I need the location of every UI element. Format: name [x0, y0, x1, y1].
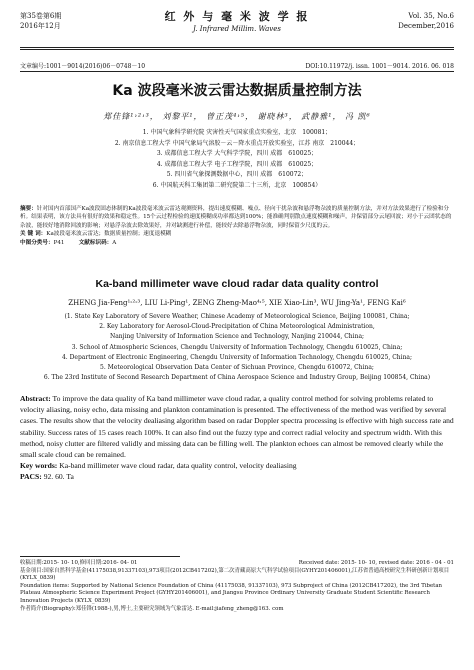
authors-en: ZHENG Jia-Feng¹˒²˒³, LIU Li-Ping¹, ZENG Zheng-Mao⁴˒⁵, XIE Xiao-Lin³, WU Jing-Ya¹, FENG Kai⁶	[68, 299, 406, 307]
doi: DOI:10.11972/j. issn. 1001－9014. 2016. 06. 018	[305, 63, 454, 70]
affiliation-en: 4. Department of Electronic Engineering, Chengdu University of Information Technology, Chengdu 610025, China;	[61, 353, 413, 361]
abstract-cn-text: 针对国内首部国产Ka波段固态体制的Ka波段毫米波云雷达观测资料，提出速度模糊、噪点、径向干扰杂波和悬浮物杂波的质量控制方法，并对方法效果进行了检验和分析。结果表明，该方法具有很好的效果和稳定性。15个云过程检验的速度模糊成功率都达到100%；能准确判别散点速度模糊和噪声，并保留部分云尾回波；对小于云团状态的杂波，能较好地消除回波的影响；对悬浮杂波去除效果好，并对缺测进行补偿，能较好去除悬浮物杂波，同时保留少尺度的云。	[20, 206, 452, 229]
affiliation-cn: 4. 成都信息工程大学 电子工程学院，四川 成都 610025；	[156, 160, 318, 168]
keywords-cn-text: Ka波段毫米波云雷达；数据质量控制；速度退模糊	[46, 231, 172, 238]
fund-en: Foundation items: Supported by National Science Foundation of China (41175038, 91337103), 973 Subproject of China (2012CB417202), the 3rd Tibetan Plateau Atmospheric Science Experiment Project (GYHY201406001), and Jiangsu Province Ordinary University Graduate Student Scientific Research Innovation Projects (KYLX_0839)	[20, 582, 443, 604]
article-meta	[20, 61, 454, 70]
abstract-en-text: To improve the data quality of Ka band millimeter wave cloud radar, a quality control method for solving problems related to velocity aliasing, noisy echo, data missing and plankton contamination is presented. The effectiveness of the method was verified by several cases. The results show that the velocity dealiasing algorithm based on radar Doppler spectra processing is effective with high success rate and stability. Success rates of 15 cases reach 100%. It can also find out the fuzzy type and correct radial velocity and spectrum width. With this method, noisy clutter are filtered validly and missing data can be filling well. The plankton echoes can almost be removed clearly while the small scale cloud can be remained.	[20, 394, 454, 460]
date-en: December,2016	[398, 22, 454, 30]
fund-cn: 基金项目:国家自然科学基金(41175038,91337103),973项目(2012CB417202),第二次青藏高原大气科学试验项目(GYHY201406001),江苏省普通高校研究生科研创新计划项目(KYLX_0839)	[20, 567, 450, 582]
affiliation-cn: 6. 中国航天科工集团第二研究院第二十三所，北京 100854）	[152, 181, 322, 189]
abstract-en-label: Abstract:	[20, 394, 51, 403]
pacs-label: PACS:	[20, 472, 42, 482]
abstract-cn	[20, 205, 454, 247]
affiliations-cn	[0, 128, 474, 191]
footnotes	[20, 560, 454, 613]
keywords-en	[20, 460, 454, 471]
pacs	[20, 471, 454, 482]
affiliation-en: 3. School of Atmospheric Sciences, Chengdu University of Information Technology, Chengdu 610025, China;	[71, 343, 403, 351]
classification-cn	[20, 239, 454, 247]
affiliation-cn: 1. 中国气象科学研究院 灾害性天气国家重点实验室，北京 100081；	[142, 129, 332, 136]
abstract-en	[20, 393, 454, 483]
cls-label: 中图分类号：	[20, 239, 54, 246]
journal-name	[20, 8, 454, 33]
journal-name-cn: 红 外 与 毫 米 波 学 报	[164, 10, 310, 23]
affiliations-en	[20, 312, 454, 383]
affiliation-en: 5. Meteorological Observation Data Center of Sichuan Province, Chengdu 610072, China;	[100, 364, 374, 372]
footnote-rule	[20, 556, 180, 557]
affiliation-en: 6. The 23rd Institute of Second Research Department of China Aerospace Science and Industry Group, Beijing 100854, China)	[43, 374, 431, 382]
volume-issue-cn: 第35卷第6期	[20, 12, 62, 20]
keywords-en-text: Ka-band millimeter wave cloud radar, data quality control, velocity dealiasing	[57, 461, 297, 471]
keywords-cn	[20, 230, 454, 238]
meta-rule	[20, 71, 454, 72]
received-dates	[20, 560, 454, 568]
doc-code-label: 文献标识码：	[78, 239, 113, 246]
volume-issue-en: Vol. 35, No.6	[408, 12, 454, 20]
keywords-en-label: Key words:	[20, 461, 58, 471]
author-bio: 作者简介(Biography):郑佳锋(1988-),男,博士,主要研究领域为气象雷达. E-mail:jiafeng_zheng@163. com	[20, 605, 284, 612]
date-cn: 2016年12月	[20, 22, 61, 30]
issue-info-en	[398, 11, 454, 31]
affiliation-en: 2. Key Laboratory for Aerosol-Cloud-Precipitation of China Meteorological Administration,	[99, 323, 375, 331]
affiliation-en: (1. State Key Laboratory of Severe Weather, Chinese Academy of Meteorological Science, Beijing 100081, China;	[64, 313, 410, 320]
page-title-cn: Ka 波段毫米波云雷达数据质量控制方法	[112, 83, 362, 99]
affiliation-cn: 2. 南京信息工程大学 中国气象局气溶胶－云－降水重点开放实验室，江苏 南京 210044；	[114, 139, 360, 147]
journal-header	[20, 8, 454, 44]
affiliation-cn: 3. 成都信息工程大学 大气科学学院，四川 成都 610025；	[156, 150, 318, 157]
header-rule-2	[20, 49, 454, 50]
affiliation-cn: 5. 四川省气象探测数据中心，四川 成都 610072；	[166, 171, 308, 178]
affiliation-en: Nanjing University of Information Science and Technology, Nanjing 210044, China;	[109, 333, 365, 341]
received-cn: 收稿日期:2015- 10- 10,修回日期:2016- 04- 01	[20, 560, 138, 566]
article-number: 文章编号:1001－9014(2016)06－0748－10	[20, 63, 146, 70]
cls-value: P41	[53, 239, 65, 246]
journal-name-en: J. Infrared Millim. Waves	[193, 25, 281, 33]
authors-cn: 郑佳锋¹˒²˒³， 刘黎平¹， 曾正茂⁴˒⁵， 谢晓林³， 武静雅¹， 冯 凯⁶	[103, 112, 371, 121]
received-en: Received date: 2015- 10- 10, revised date: 2016 - 04 - 01	[298, 560, 454, 566]
abstract-cn-body	[20, 205, 454, 230]
abstract-en-body	[20, 393, 454, 460]
keywords-cn-label: 关 键 词：	[20, 231, 47, 238]
page-title-en: Ka-band millimeter wave cloud radar data quality control	[95, 278, 379, 290]
abstract-cn-label: 摘要：	[20, 206, 37, 212]
doc-code-value: A	[112, 239, 117, 246]
pacs-value: 92. 60. Ta	[41, 472, 74, 482]
header-rule	[20, 47, 454, 48]
